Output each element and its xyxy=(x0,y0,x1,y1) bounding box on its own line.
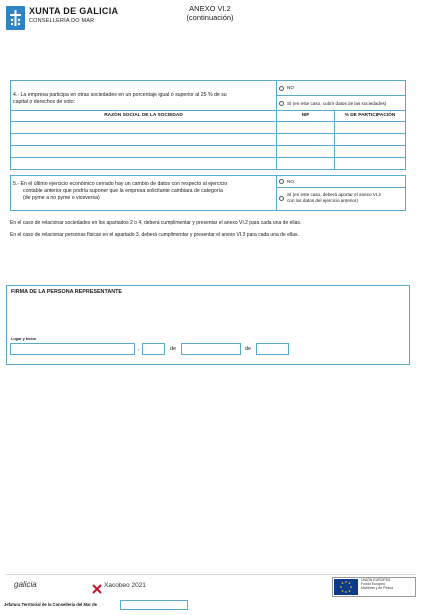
table-cell-participacion[interactable] xyxy=(335,158,405,169)
section-4-option-yes-cell xyxy=(277,96,405,111)
table-row[interactable] xyxy=(11,134,277,146)
signature-box xyxy=(6,285,410,365)
jefatura-input[interactable] xyxy=(120,600,188,610)
table-cell-nif[interactable] xyxy=(277,122,335,134)
eu-funding-text xyxy=(361,578,415,591)
section-4-option-no-cell xyxy=(277,81,405,96)
eu-line-3: Marítimo y de Pesca xyxy=(361,586,393,591)
section-5-question-cell xyxy=(11,176,277,210)
comma-separator: , xyxy=(138,346,140,352)
table-cell-participacion[interactable] xyxy=(335,146,405,158)
xacobeo-logo-icon xyxy=(92,581,102,591)
section-5-box xyxy=(10,175,406,211)
footer-divider xyxy=(6,574,416,575)
section-5-option-yes-label xyxy=(287,192,405,204)
section-4-option-yes-label: SÍ (en este caso, cubrir datos de las sociedades) xyxy=(287,101,387,106)
section-5-question-line3: (de pyme a no pyme o viceversa) xyxy=(23,195,100,201)
xunta-logo-icon xyxy=(6,6,25,30)
table-row[interactable] xyxy=(11,146,277,158)
table-cell-nif[interactable] xyxy=(277,146,335,158)
section-5-radio-no[interactable] xyxy=(279,179,284,184)
org-subtitle: CONSELLERÍA DO MAR xyxy=(29,18,95,24)
annex-heading xyxy=(160,4,260,22)
section-5-option-yes-line2: con los datos del ejercicio anterior) xyxy=(287,198,358,203)
table-cell-participacion[interactable] xyxy=(335,122,405,134)
sociedades-table-body xyxy=(11,122,405,169)
galicia-logo: galicia xyxy=(14,580,37,589)
eu-line-1: UNIÓN EUROPEA xyxy=(361,578,391,582)
eu-line-2: Fondo Europeo xyxy=(361,582,386,587)
day-input[interactable] xyxy=(142,343,165,355)
annex-subtitle: (continuación) xyxy=(186,13,234,22)
note-personas-fisicas: En el caso de relacionar personas físicas en el apartado 3, deberá cumplimentar y presentar el anexo VI.3 para cada una de ellas. xyxy=(10,232,299,238)
annex-title: ANEXO VI.2 xyxy=(189,4,231,13)
org-title: XUNTA DE GALICIA xyxy=(29,6,119,16)
signature-title: FIRMA DE LA PERSONA REPRESENTANTE xyxy=(11,289,123,295)
de-separator-2: de xyxy=(245,346,252,352)
table-row[interactable] xyxy=(11,158,277,169)
table-cell-nif[interactable] xyxy=(277,134,335,146)
section-5-option-yes-cell xyxy=(277,188,405,210)
year-input[interactable] xyxy=(256,343,289,355)
table-header-nif: NIF xyxy=(277,111,335,122)
section-5-question xyxy=(13,181,275,202)
section-5-option-yes-line1: SÍ (en este caso, deberá aportar el anexo VI.2 xyxy=(287,192,381,197)
place-input[interactable] xyxy=(10,343,135,355)
section-4-box xyxy=(10,80,406,170)
section-5-question-line2: contable anterior que podría suponer que la empresa solicitante cambiara de categoría xyxy=(23,188,223,194)
section-5-question-line1: 5.- En el último ejercicio económico cerrado hay un cambio de datos con respecto al ejercicio xyxy=(13,181,228,187)
section-4-radio-no[interactable] xyxy=(279,86,284,91)
xacobeo-logo-text: Xacobeo 2021 xyxy=(104,582,146,589)
de-separator-1: de xyxy=(170,346,177,352)
place-date-label: Lugar y fecha xyxy=(11,337,36,341)
table-header-participacion: % DE PARTICIPACIÓN xyxy=(335,111,405,122)
section-5-radio-yes[interactable] xyxy=(279,196,284,201)
jefatura-label: Jefatura Territorial de la Consellería del Mar de xyxy=(4,602,98,607)
note-sociedades: En el caso de relacionar sociedades en los apartados 2 o 4, deberá cumplimentar y presentar el anexo VI.2 para cada una de ellas. xyxy=(10,220,302,226)
section-4-question-line1: 4.- La empresa participa en otras sociedades en un porcentaje igual o superior al 25 % de su xyxy=(13,92,227,98)
eu-flag-icon xyxy=(334,579,358,595)
section-4-radio-yes[interactable] xyxy=(279,101,284,106)
section-4-question-cell xyxy=(11,81,277,111)
section-5-option-no-label: NO xyxy=(287,179,294,184)
month-input[interactable] xyxy=(181,343,241,355)
section-5-option-no-cell xyxy=(277,176,405,188)
section-4-question xyxy=(13,92,275,106)
table-row[interactable] xyxy=(11,122,277,134)
section-4-option-no-label: NO xyxy=(287,85,294,90)
table-header-razon-social: RAZÓN SOCIAL DE LA SOCIEDAD xyxy=(11,111,277,122)
table-cell-nif[interactable] xyxy=(277,158,335,169)
table-cell-participacion[interactable] xyxy=(335,134,405,146)
section-4-question-line2: capital o derechos de voto: xyxy=(13,99,76,105)
